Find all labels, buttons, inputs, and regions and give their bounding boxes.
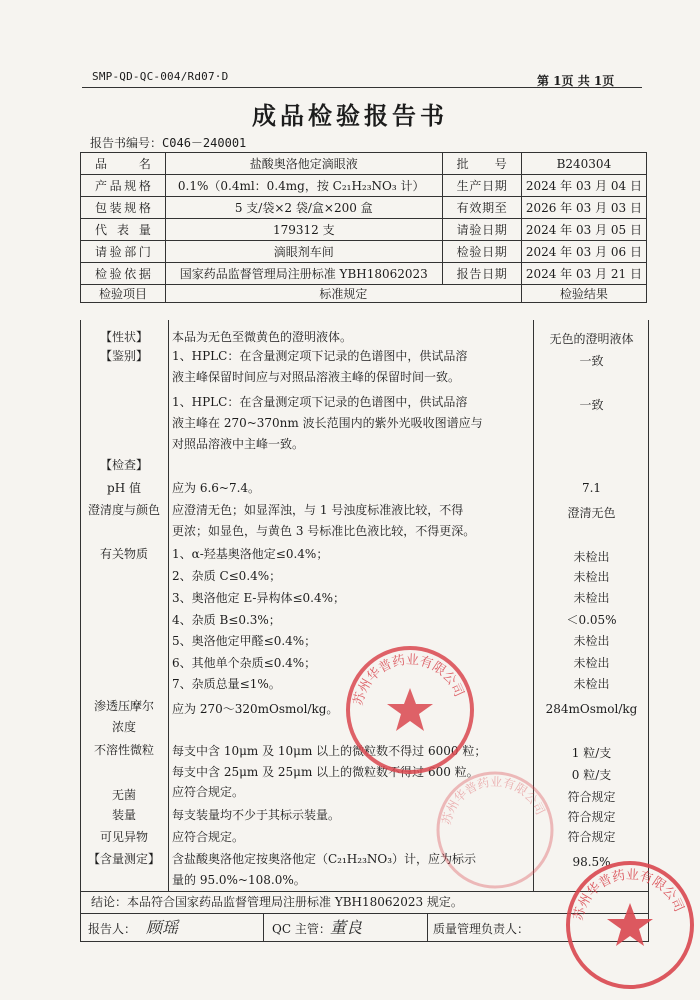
res-visible-particles: 符合规定 [567, 830, 616, 844]
std-osmolality: 应为 270～320mOsmol/kg。 [172, 702, 339, 716]
std-identification-2a: 1、HPLC：在含量测定项下记录的色谱图中，供试品溶 [172, 395, 468, 409]
test-date-value: 2024 年 03 月 06 日 [521, 241, 646, 263]
std-ph: 应为 6.6~7.4。 [172, 481, 261, 495]
res-identification-1: 一致 [579, 354, 604, 368]
quantity-value: 179312 支 [165, 219, 442, 241]
item-particulates: 不溶性微粒 [93, 743, 154, 757]
test-date-label: 检验日期 [442, 241, 521, 263]
seal-text: 苏州华普药业有限公司 [571, 867, 687, 922]
product-label: 品 名 [81, 153, 166, 175]
seal-text: 苏州华普药业有限公司 [351, 652, 467, 707]
item-osmolality-a: 渗透压摩尔 [93, 699, 154, 713]
conclusion [80, 891, 649, 914]
res-fill-volume: 符合规定 [567, 810, 616, 824]
std-sterility: 应符合规定。 [172, 785, 245, 799]
std-particulates-1: 每支中含 10μm 及 10μm 以上的微粒数不得过 6000 粒； [172, 744, 487, 758]
std-identification-2c: 对照品溶液中主峰一致。 [172, 437, 305, 451]
document-title: 成品检验报告书 [252, 101, 448, 130]
std-rs-3: 3、奥洛他定 E-异构体≤0.4%； [172, 591, 346, 605]
info-row [81, 219, 647, 241]
column-header-row [81, 285, 647, 303]
conclusion-text: 结论：本品符合国家药品监督管理局注册标准 YBH18062023 规定。 [91, 895, 463, 909]
expiry-value: 2026 年 03 月 03 日 [521, 197, 646, 219]
item-inspection: 【检查】 [99, 458, 148, 472]
expiry-label: 有效期至 [442, 197, 521, 219]
std-particulates-2: 每支中含 25μm 及 25μm 以上的微粒数不得过 600 粒。 [172, 765, 479, 779]
spec-value: 0.1%（0.4ml：0.4mg，按 C₂₁H₂₃NO₃ 计） [165, 175, 442, 197]
spec-label: 产品规格 [81, 175, 166, 197]
res-particulates-1: 1 粒/支 [571, 746, 612, 760]
res-rs-3: 未检出 [573, 591, 610, 605]
document-code: SMP-QD-QC-004/Rd07·D [92, 70, 229, 83]
report-number [90, 134, 246, 151]
item-ph: pH 值 [107, 481, 141, 495]
std-identification-1a: 1、HPLC：在含量测定项下记录的色谱图中，供试品溶 [172, 349, 468, 363]
product-value: 盐酸奥洛他定滴眼液 [165, 153, 442, 175]
info-table [80, 152, 647, 303]
page-info: 第 1页 共 1页 [537, 74, 615, 88]
std-rs-6: 6、其他单个杂质≤0.4%； [172, 656, 317, 670]
info-row [81, 197, 647, 219]
mfg-date-label: 生产日期 [442, 175, 521, 197]
item-sterility: 无菌 [111, 788, 136, 802]
std-assay-a: 含盐酸奥洛他定按奥洛他定（C₂₁H₂₃NO₃）计，应为标示 [172, 852, 477, 866]
quality-manager-label: 质量管理负责人： [433, 922, 530, 936]
res-rs-2: 未检出 [573, 570, 610, 584]
qc-supervisor-label: QC 主管： [272, 922, 331, 936]
res-osmolality: 284mOsmol/kg [545, 702, 638, 716]
std-clarity-a: 应澄清无色；如显浑浊，与 1 号浊度标准液比较，不得 [172, 503, 464, 517]
item-fill-volume: 装量 [111, 808, 136, 822]
column-divider [263, 913, 264, 941]
res-rs-1: 未检出 [573, 550, 610, 564]
column-divider [168, 320, 169, 891]
res-characteristics: 无色的澄明液体 [549, 332, 634, 346]
report-number-value: C046－240001 [162, 136, 247, 150]
item-assay: 【含量测定】 [87, 852, 160, 866]
res-ph: 7.1 [581, 481, 602, 495]
report-date-label: 报告日期 [442, 263, 521, 285]
std-visible-particles: 应符合规定。 [172, 830, 245, 844]
std-rs-7: 7、杂质总量≤1%。 [172, 677, 281, 691]
report-date-value: 2024 年 03 月 21 日 [521, 263, 646, 285]
report-number-label: 报告书编号： [90, 136, 163, 150]
pack-label: 包装规格 [81, 197, 166, 219]
res-identification-2: 一致 [579, 398, 604, 412]
department-label: 请验部门 [81, 241, 166, 263]
column-divider [427, 913, 428, 941]
res-rs-4: ＜0.05% [566, 613, 617, 627]
request-date-value: 2024 年 03 月 05 日 [521, 219, 646, 241]
batch-value: B240304 [521, 153, 646, 175]
std-rs-4: 4、杂质 B≤0.3%； [172, 613, 281, 627]
std-fill-volume: 每支装量均不少于其标示装量。 [172, 808, 341, 822]
std-identification-1b: 液主峰保留时间应与对照品溶液主峰的保留时间一致。 [172, 370, 461, 384]
res-assay: 98.5% [572, 855, 611, 869]
item-characteristics: 【性状】 [99, 330, 148, 344]
std-rs-5: 5、奥洛他定甲醛≤0.4%； [172, 634, 317, 648]
mfg-date-value: 2024 年 03 月 04 日 [521, 175, 646, 197]
info-row [81, 175, 647, 197]
std-rs-2: 2、杂质 C≤0.4%； [172, 569, 282, 583]
basis-label: 检验依据 [81, 263, 166, 285]
reporter-signature: 顾瑶 [146, 918, 179, 937]
col-header-item: 检验项目 [81, 285, 166, 303]
reporter-label: 报告人： [88, 922, 137, 936]
col-header-result: 检验结果 [521, 285, 646, 303]
std-identification-2b: 液主峰在 270~370nm 波长范围内的紫外光吸收图谱应与 [172, 416, 483, 430]
res-rs-5: 未检出 [573, 634, 610, 648]
info-row [81, 263, 647, 285]
seal-text: 苏州华普药业有限公司 [439, 774, 548, 827]
std-rs-1: 1、α-羟基奥洛他定≤0.4%； [172, 547, 329, 561]
std-assay-b: 量的 95.0%~108.0%。 [172, 873, 306, 887]
res-clarity: 澄清无色 [567, 506, 616, 520]
std-characteristics: 本品为无色至微黄色的澄明液体。 [172, 330, 353, 344]
item-identification: 【鉴别】 [99, 349, 148, 363]
res-sterility: 符合规定 [567, 790, 616, 804]
header-divider [82, 87, 642, 88]
qc-supervisor-signature: 董良 [330, 918, 363, 937]
quantity-label: 代 表 量 [81, 219, 166, 241]
item-visible-particles: 可见异物 [99, 830, 148, 844]
pack-value: 5 支/袋×2 袋/盒×200 盒 [165, 197, 442, 219]
batch-label: 批 号 [442, 153, 521, 175]
request-date-label: 请验日期 [442, 219, 521, 241]
col-header-standard: 标准规定 [165, 285, 521, 303]
item-clarity: 澄清度与颜色 [87, 503, 160, 517]
department-value: 滴眼剂车间 [165, 241, 442, 263]
item-related-substances: 有关物质 [99, 547, 148, 561]
info-row [81, 241, 647, 263]
item-osmolality-b: 浓度 [111, 720, 136, 734]
basis-value: 国家药品监督管理局注册标准 YBH18062023 [165, 263, 442, 285]
std-clarity-b: 更浓；如显色，与黄色 3 号标准比色液比较，不得更深。 [172, 524, 476, 538]
res-particulates-2: 0 粒/支 [571, 768, 612, 782]
res-rs-6: 未检出 [573, 656, 610, 670]
res-rs-7: 未检出 [573, 677, 610, 691]
info-row [81, 153, 647, 175]
